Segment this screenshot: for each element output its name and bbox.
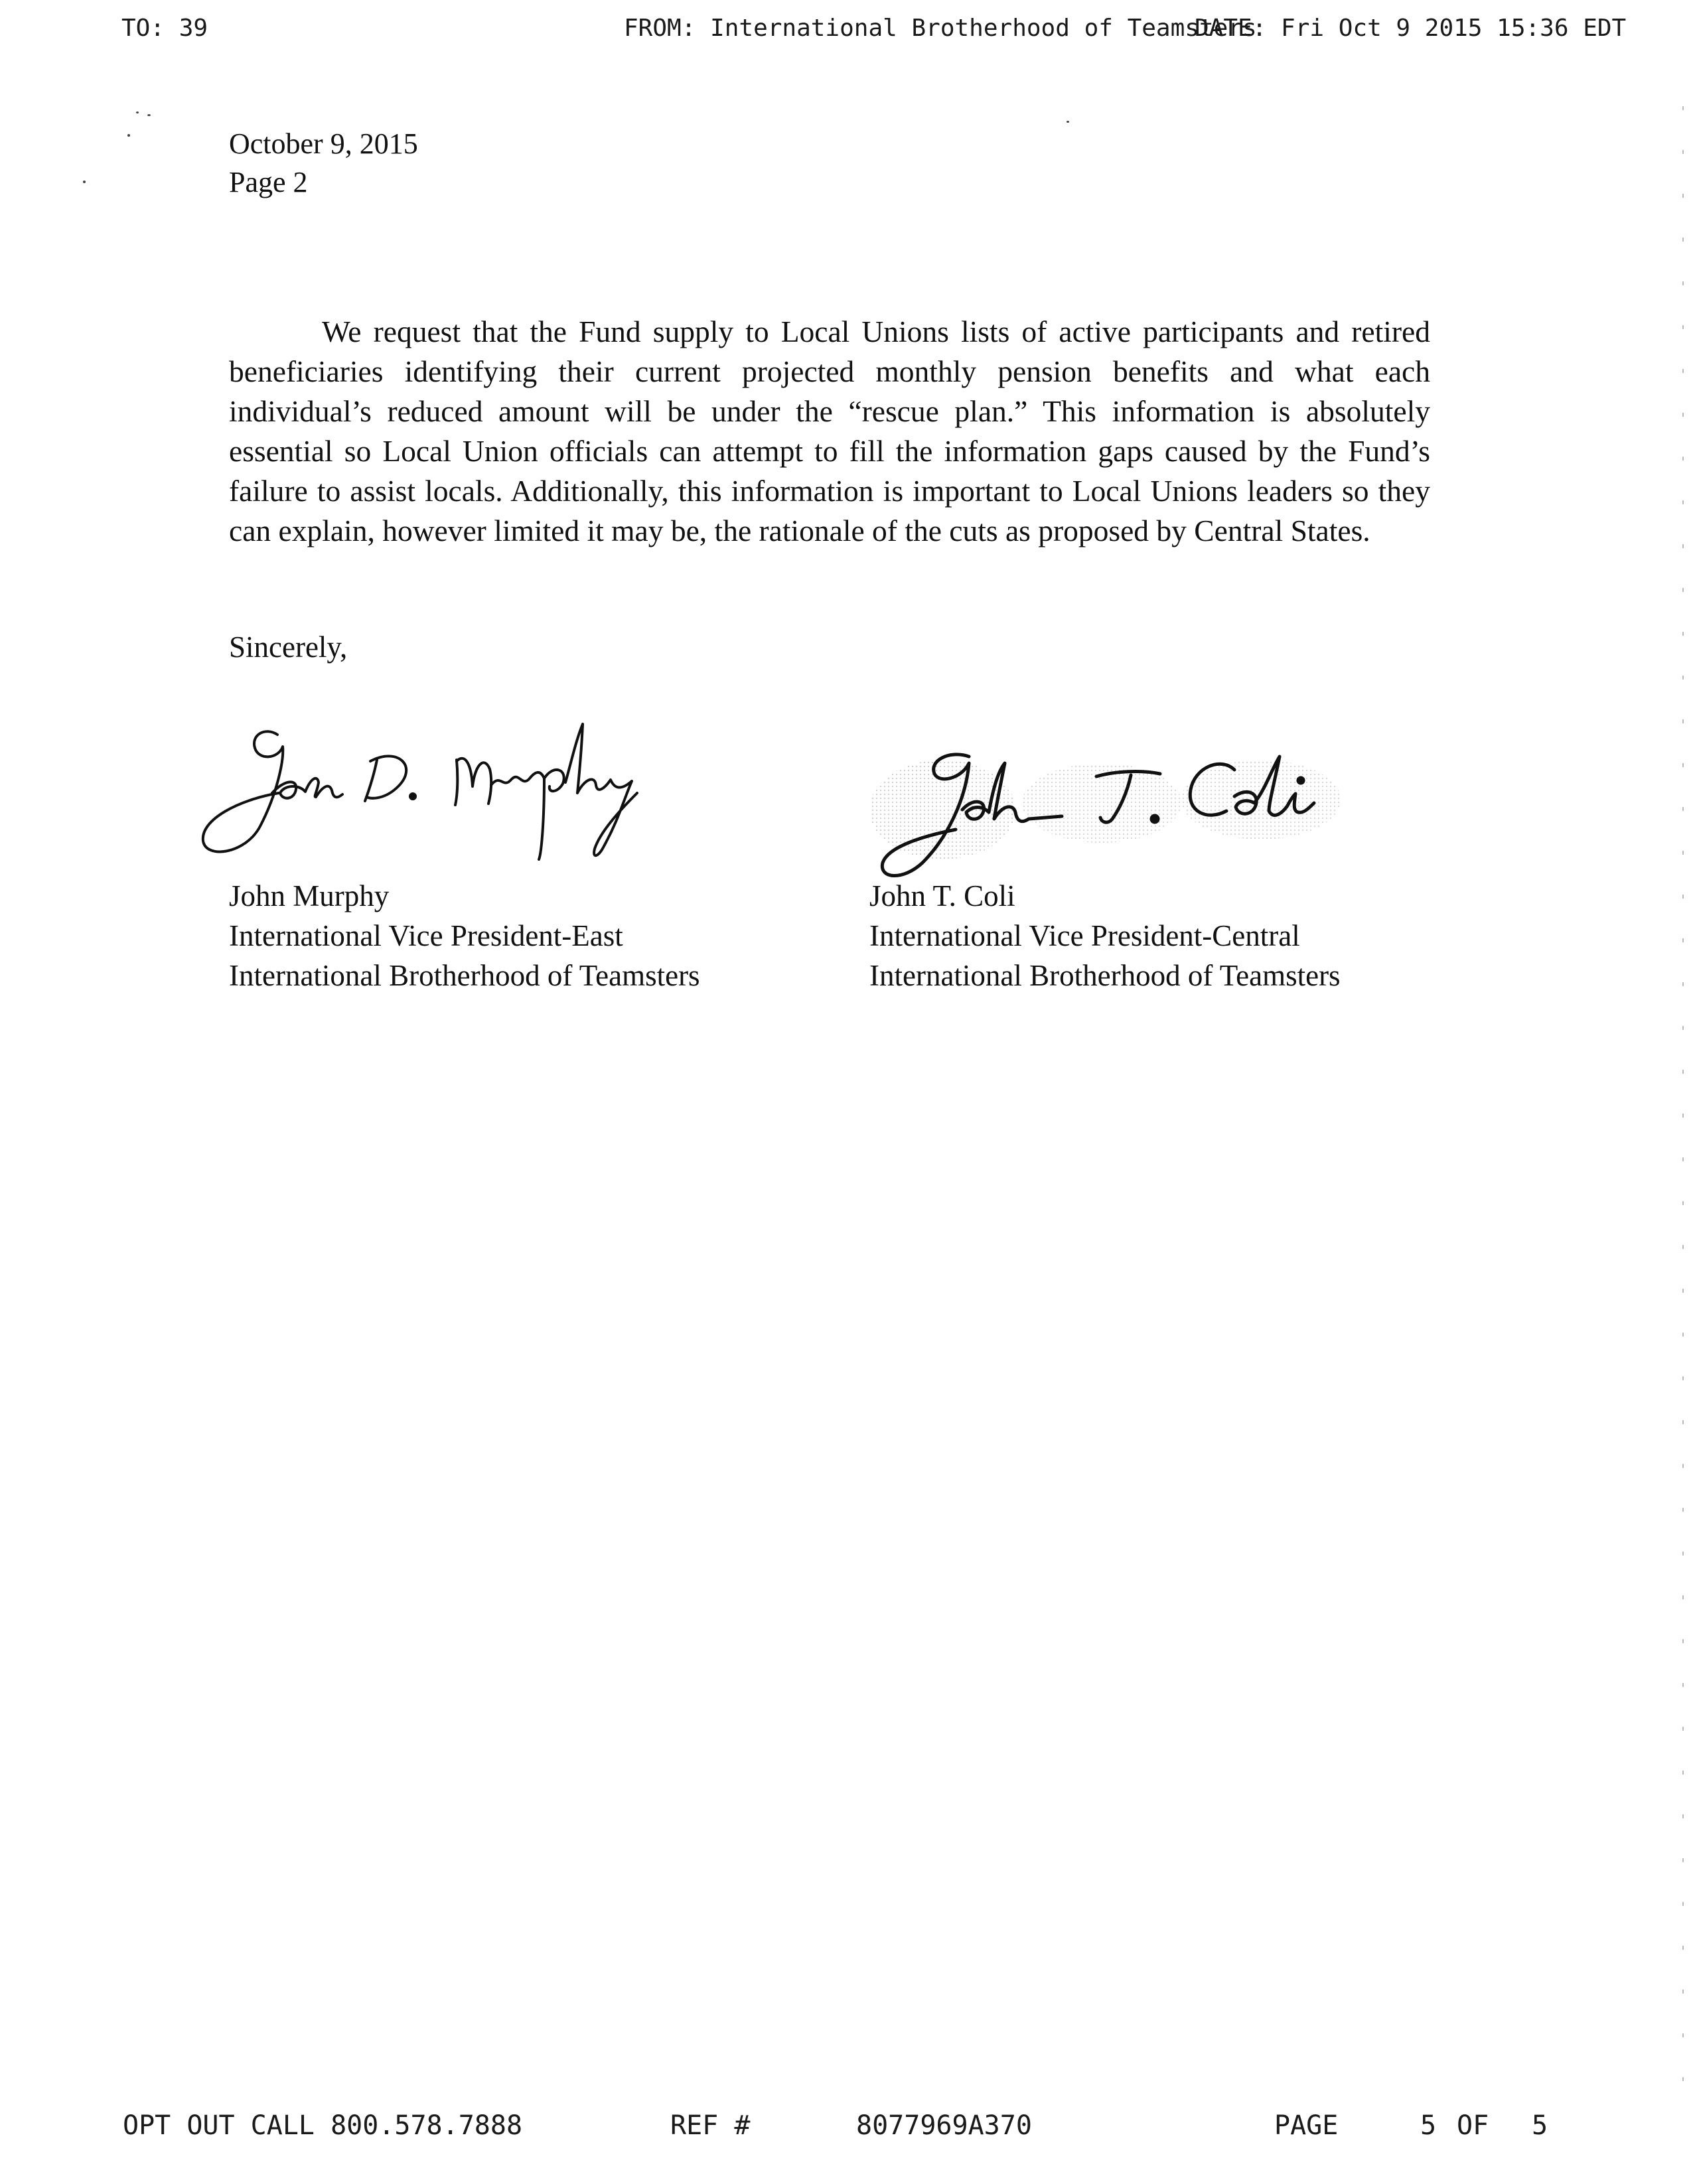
letter-closing: Sincerely, — [229, 630, 348, 664]
signer-block-coli — [869, 876, 1341, 995]
fax-ref-label: REF # — [670, 2110, 751, 2141]
signer-block-murphy — [229, 876, 700, 995]
letter-date: October 9, 2015 — [229, 127, 418, 160]
scan-speck — [147, 114, 151, 116]
fax-page-label: PAGE — [1274, 2110, 1339, 2141]
scan-speck — [127, 134, 130, 137]
signature-coli-image — [863, 737, 1374, 883]
letter-page-number: Page 2 — [229, 166, 308, 198]
fax-ref-value: 8077969A370 — [856, 2110, 1032, 2141]
fax-from: FROM: International Brotherhood of Teamsters — [624, 15, 1257, 42]
signer-organization: International Brotherhood of Teamsters — [869, 959, 1341, 992]
fax-date: DATE: Fri Oct 9 2015 15:36 EDT — [1195, 15, 1627, 42]
fax-page-total: 5 — [1532, 2110, 1548, 2141]
scan-edge-marks — [1682, 106, 1684, 2097]
fax-opt-out: OPT OUT CALL 800.578.7888 — [123, 2110, 523, 2141]
signer-organization: International Brotherhood of Teamsters — [229, 959, 700, 992]
fax-footer — [0, 2110, 1695, 2157]
fax-header — [0, 15, 1695, 54]
fax-page-number: 5 — [1420, 2110, 1437, 2141]
fax-to: TO: 39 — [121, 15, 208, 42]
letter-body-paragraph: We request that the Fund supply to Local Unions lists of active participants and retired beneficiaries identifying their current projected monthly pension benefits and what each individual’s reduced amount will be under the “rescue plan.” This information is absolutely essential so Local Union officials can attempt to fill the information gaps caused by the Fund’s failure to assist locals. Additionally, this information is important to Local Unions leaders so they can explain, however limited it may be, the rationale of the cuts as proposed by Central States. — [229, 315, 1430, 547]
fax-page-of: OF — [1457, 2110, 1489, 2141]
signer-title: International Vice President-East — [229, 919, 623, 952]
scan-speck — [1067, 121, 1069, 123]
signer-name: John T. Coli — [869, 879, 1015, 912]
signer-title: International Vice President-Central — [869, 919, 1300, 952]
signature-murphy-image — [199, 700, 743, 866]
scan-speck — [136, 111, 139, 113]
signer-name: John Murphy — [229, 879, 390, 912]
scan-speck — [83, 181, 86, 183]
